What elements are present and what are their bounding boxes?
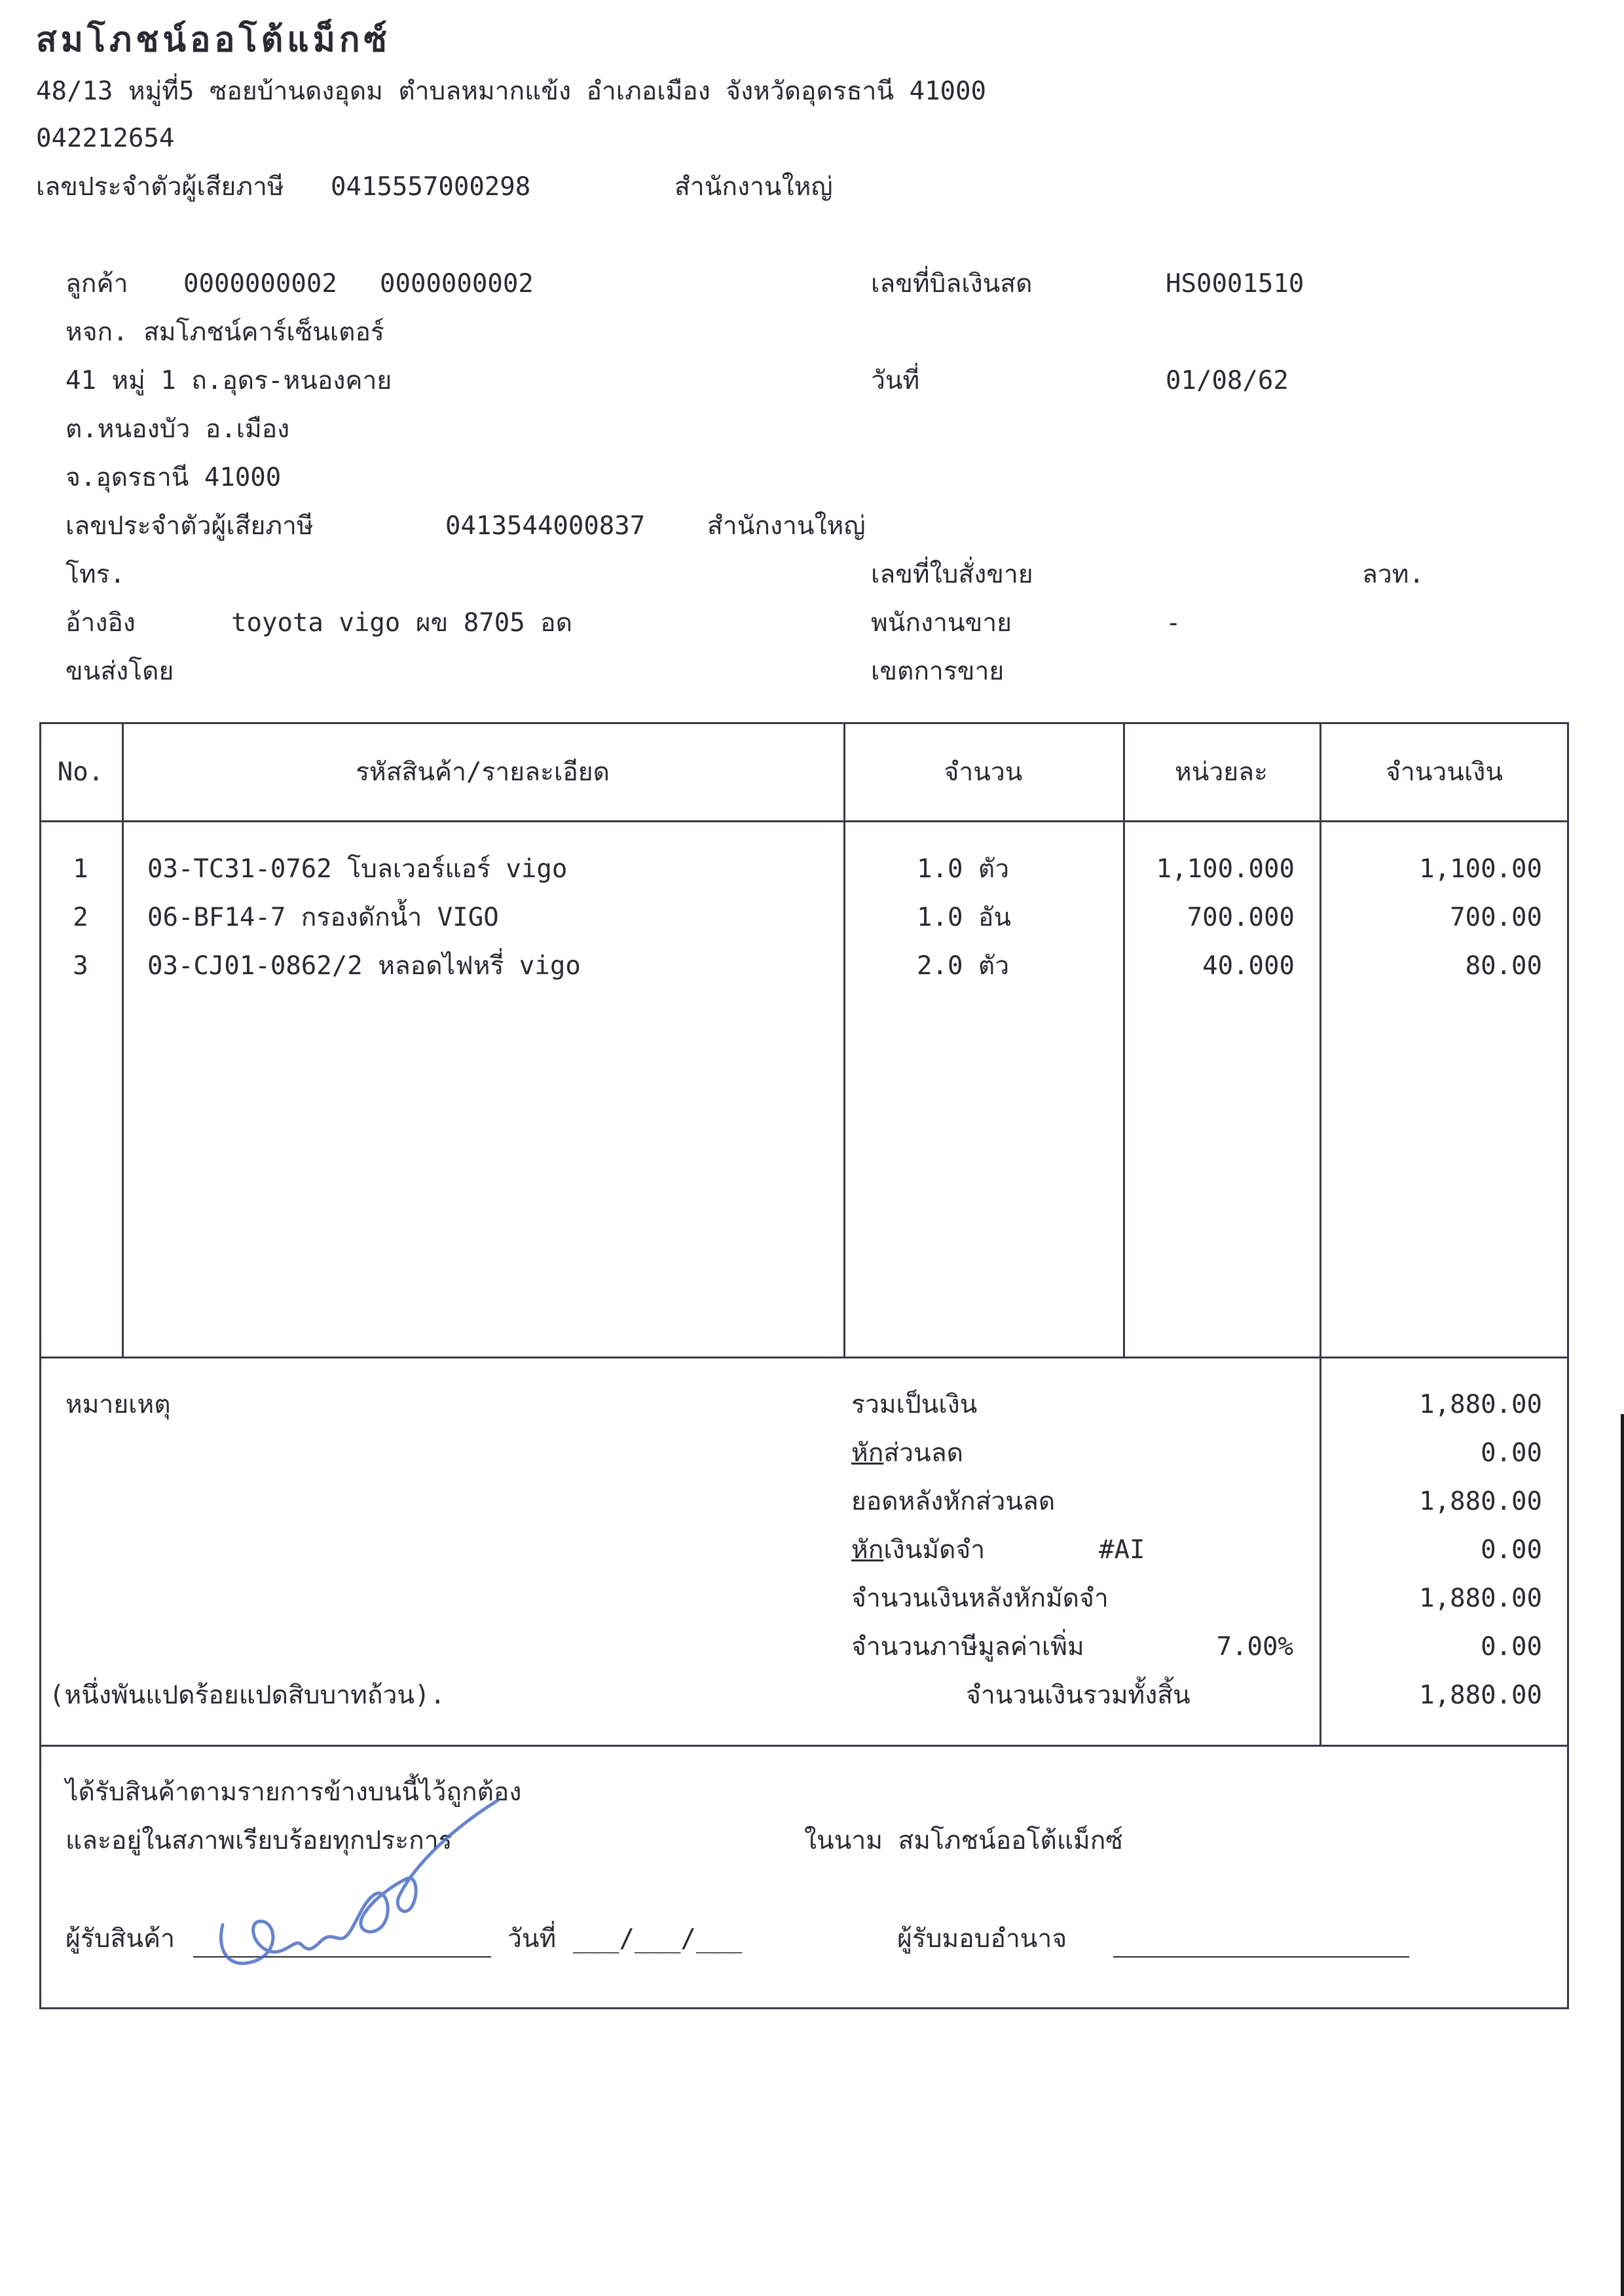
row-no: 2 xyxy=(73,903,88,932)
bill-order-value: ลวท. xyxy=(1362,560,1424,589)
bill-sales-value: - xyxy=(1166,608,1181,638)
customer-ref-label: อ้างอิง xyxy=(65,608,136,638)
row-no: 1 xyxy=(73,854,88,884)
row-amount: 700.00 xyxy=(1450,903,1542,932)
col-divider-1 xyxy=(122,722,124,1357)
summary-bottom-divider xyxy=(39,1745,1569,1747)
received-line-2: และอยู่ในสภาพเรียบร้อยทุกประการ xyxy=(65,1826,452,1855)
bill-no-label: เลขที่บิลเงินสด xyxy=(871,269,1033,299)
receiver-date-blank: ___/___/___ xyxy=(573,1924,743,1954)
row-amount: 1,100.00 xyxy=(1419,854,1542,884)
after-deposit-value: 1,880.00 xyxy=(1419,1584,1542,1613)
col-divider-3 xyxy=(1123,722,1125,1357)
row-no: 3 xyxy=(73,951,88,981)
row-description: 03-CJ01-0862/2 หลอดไฟหรี่ vigo xyxy=(147,951,581,981)
customer-address-1: 41 หมู่ 1 ถ.อุดร-หนองคาย xyxy=(65,366,392,395)
row-description: 03-TC31-0762 โบลเวอร์แอร์ vigo xyxy=(147,854,568,884)
row-unit-price: 1,100.000 xyxy=(1156,854,1295,884)
bill-date-label: วันที่ xyxy=(871,366,920,395)
deposit-code: #AI xyxy=(1099,1535,1145,1565)
after-discount-value: 1,880.00 xyxy=(1419,1487,1542,1516)
bill-no-value: HS0001510 xyxy=(1166,269,1304,299)
customer-ship-label: ขนส่งโดย xyxy=(65,657,174,686)
after-deposit-label: จำนวนเงินหลังหักมัดจำ xyxy=(851,1584,1109,1613)
customer-code-1: 0000000002 xyxy=(183,269,337,299)
row-amount: 80.00 xyxy=(1465,951,1542,981)
customer-address-2: ต.หนองบัว อ.เมือง xyxy=(65,414,290,444)
remark-label: หมายเหตุ xyxy=(65,1390,171,1419)
customer-branch: สำนักงานใหญ่ xyxy=(707,511,866,541)
items-bottom-divider xyxy=(39,1357,1569,1358)
customer-tax-id: 0413544000837 xyxy=(445,511,646,541)
header-description: รหัสสินค้า/รายละเอียด xyxy=(356,757,610,787)
row-unit-price: 700.000 xyxy=(1187,903,1295,932)
company-name: สมโภชน์ออโต้แม็กซ์ xyxy=(36,20,391,60)
bill-date-value: 01/08/62 xyxy=(1166,366,1289,395)
deposit-value: 0.00 xyxy=(1481,1535,1542,1565)
discount-label xyxy=(851,1440,963,1466)
company-branch: สำนักงานใหญ่ xyxy=(674,172,833,202)
amount-in-words: (หนึ่งพันแปดร้อยแปดสิบบาทถ้วน). xyxy=(49,1681,445,1710)
bill-sales-label: พนักงานขาย xyxy=(871,608,1012,638)
row-quantity: 1.0 ตัว xyxy=(917,854,1010,884)
company-address: 48/13 หมู่ที่5 ซอยบ้านดงอุดม ตำบลหมากแข้ง อำเภอเมือง จังหวัดอุดรธานี 41000 xyxy=(36,77,986,106)
scan-edge xyxy=(1621,1414,1624,2296)
receiver-date-label: วันที่ xyxy=(507,1924,557,1954)
subtotal-value: 1,880.00 xyxy=(1419,1390,1542,1419)
subtotal-label: รวมเป็นเงิน xyxy=(851,1390,978,1419)
discount-value: 0.00 xyxy=(1481,1438,1542,1468)
vat-rate: 7.00% xyxy=(1216,1632,1293,1662)
row-description: 06-BF14-7 กรองดักน้ำ VIGO xyxy=(147,903,499,932)
total-label: จำนวนเงินรวมทั้งสิ้น xyxy=(966,1681,1190,1710)
col-divider-2 xyxy=(843,722,845,1357)
customer-phone-label: โทร. xyxy=(65,560,126,589)
customer-ref-value: toyota vigo ผข 8705 อด xyxy=(231,608,572,638)
deposit-label xyxy=(851,1537,985,1563)
customer-address-3: จ.อุดรธานี 41000 xyxy=(65,463,282,492)
customer-code-2: 0000000002 xyxy=(380,269,534,299)
received-line-1: ได้รับสินค้าตามรายการข้างบนนี้ไว้ถูกต้อง xyxy=(65,1777,522,1807)
receiver-label: ผู้รับสินค้า xyxy=(65,1924,175,1954)
header-unit-price: หน่วยละ xyxy=(1175,757,1268,787)
after-discount-label: ยอดหลังหักส่วนลด xyxy=(851,1487,1056,1516)
bill-area-label: เขตการขาย xyxy=(871,657,1005,686)
discount-label-text: ส่วนลด xyxy=(883,1438,963,1468)
row-quantity: 1.0 อัน xyxy=(917,903,1012,932)
vat-value: 0.00 xyxy=(1481,1632,1542,1662)
company-phone: 042212654 xyxy=(36,124,175,153)
customer-label: ลูกค้า xyxy=(65,269,128,299)
authorized-signature-line xyxy=(1113,1956,1409,1958)
company-tax-id: 0415557000298 xyxy=(331,172,531,202)
header-divider xyxy=(39,820,1569,822)
signature-scribble xyxy=(196,1755,563,1990)
company-tax-label: เลขประจำตัวผู้เสียภาษี xyxy=(36,172,284,202)
authorized-label: ผู้รับมอบอำนาจ xyxy=(897,1924,1067,1954)
customer-tax-label: เลขประจำตัวผู้เสียภาษี xyxy=(65,511,314,541)
total-value: 1,880.00 xyxy=(1419,1681,1542,1710)
deposit-label-text: เงินมัดจำ xyxy=(883,1535,986,1565)
bill-order-label: เลขที่ใบสั่งขาย xyxy=(871,560,1033,589)
row-quantity: 2.0 ตัว xyxy=(917,951,1010,981)
discount-label-deduct: หัก xyxy=(851,1438,884,1468)
customer-name: หจก. สมโภชน์คาร์เซ็นเตอร์ xyxy=(65,318,384,347)
header-no: No. xyxy=(57,757,104,787)
on-behalf-of: ในนาม สมโภชน์ออโต้แม็กซ์ xyxy=(804,1826,1123,1855)
row-unit-price: 40.000 xyxy=(1202,951,1295,981)
deposit-label-deduct: หัก xyxy=(851,1535,884,1565)
header-quantity: จำนวน xyxy=(944,757,1023,787)
header-amount: จำนวนเงิน xyxy=(1385,757,1503,787)
vat-label: จำนวนภาษีมูลค่าเพิ่ม xyxy=(851,1632,1084,1662)
